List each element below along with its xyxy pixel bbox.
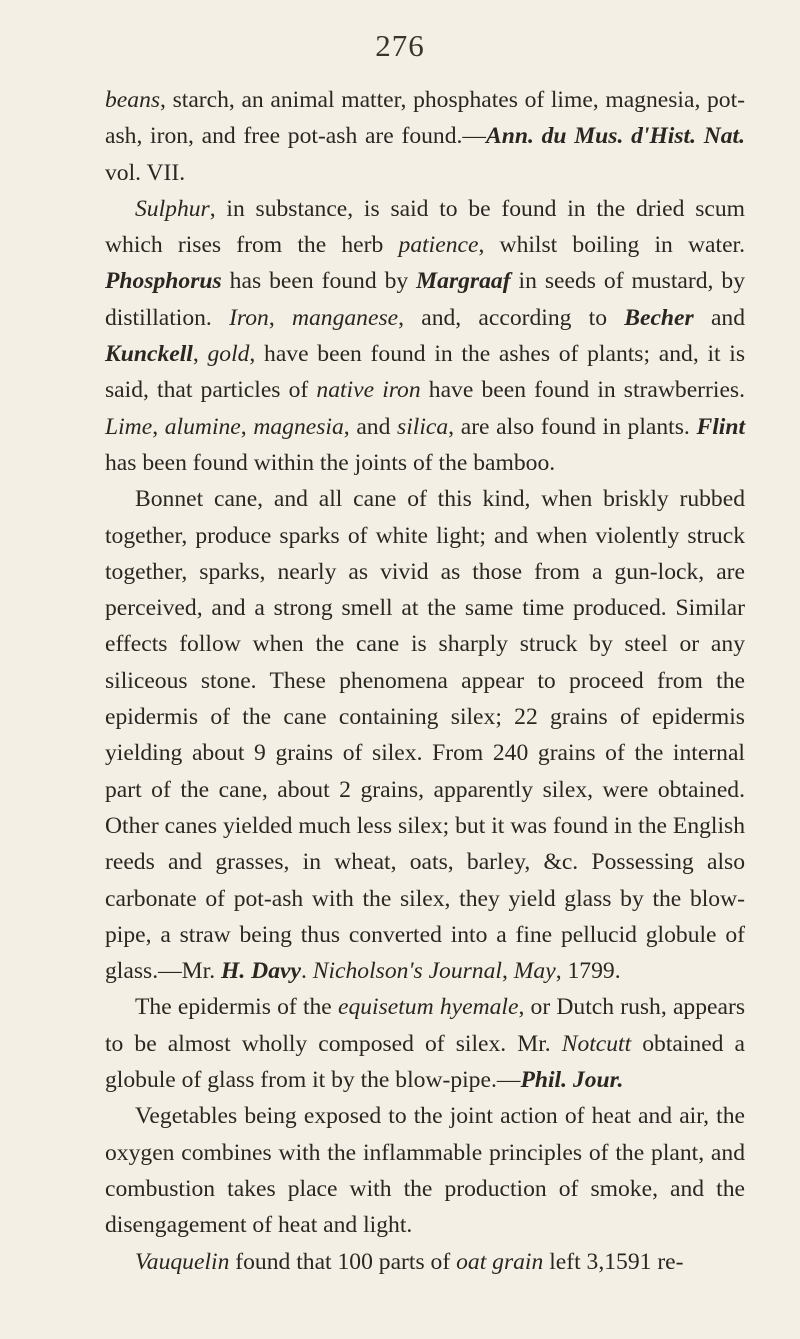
text-span: has been found by (221, 268, 417, 295)
text-span: have been found in strawberries. (420, 377, 745, 404)
text-span: has been found within the joints of the bamboo. (105, 449, 556, 476)
emphasis-span: Phosphorus (105, 268, 222, 295)
emphasis-span: H. Davy (221, 958, 301, 985)
text-span: Vegetables being exposed to the joint action of heat and air, the oxygen combines with the inflammable principles of the plant, and combustion takes place with the production of smoke, and the disengagement of heat and light. (105, 1103, 745, 1239)
emphasis-span: Phil. Jour. (520, 1067, 624, 1094)
paragraph (105, 989, 745, 1098)
emphasis-span: native iron (316, 377, 421, 404)
text-span: vol. VII. (105, 159, 186, 186)
text-span: obtained a globule of glass from it by the blow-pipe.— (105, 1030, 745, 1094)
text-span: in seeds of mustard, by distillation. (105, 268, 745, 331)
text-span: , (240, 413, 254, 440)
paragraph (105, 1098, 745, 1243)
text-span: , are also found in plants. (448, 413, 697, 440)
emphasis-span: Notcutt (561, 1030, 632, 1057)
text-span: found that 100 parts of (229, 1248, 457, 1275)
emphasis-span: Vauquelin (135, 1248, 230, 1275)
text-span: . (300, 958, 313, 985)
text-span: The epidermis of the (135, 994, 338, 1021)
paragraph (105, 1244, 745, 1280)
emphasis-span: Margraaf (416, 268, 511, 295)
paragraph (105, 191, 745, 481)
text-span: left 3,1591 re- (543, 1248, 684, 1275)
page-body (105, 82, 745, 1280)
text-span: , (268, 304, 292, 331)
emphasis-span: Sulphur (135, 195, 210, 222)
paragraph (105, 82, 745, 191)
emphasis-span: May (513, 958, 556, 985)
text-span: , in substance, is said to be found in the dried scum which rises from the herb (105, 195, 745, 259)
emphasis-span: beans (105, 87, 161, 113)
text-span: , (501, 958, 514, 985)
emphasis-span: equisetum hyemale (337, 994, 519, 1021)
emphasis-span: oat grain (456, 1248, 544, 1275)
paragraph (105, 481, 745, 989)
emphasis-span: Iron (229, 304, 269, 331)
text-span: , and, according to (398, 304, 625, 331)
emphasis-span: Ann. du Mus. d'Hist. Nat. (486, 123, 745, 150)
emphasis-span: silica (397, 413, 449, 440)
emphasis-span: Flint (696, 413, 746, 440)
emphasis-span: Becher (624, 304, 694, 331)
text-span: and (693, 304, 746, 331)
text-span: , or Dutch rush, appears to be almost wholly composed of silex. Mr. (105, 994, 745, 1057)
emphasis-span: Nicholson's Journal (312, 958, 502, 985)
text-span: , (152, 413, 165, 440)
emphasis-span: patience (398, 232, 479, 259)
text-span: , starch, an animal matter, phosphates of lime, magnesia, pot-ash, iron, and free pot-ash are found.— (105, 87, 745, 150)
page-number: 276 (375, 28, 425, 63)
text-span: , and (343, 413, 398, 440)
text-span: , whilst boiling in water. (478, 232, 746, 259)
text-span: , 1799. (555, 958, 621, 985)
emphasis-span: alumine (164, 413, 241, 440)
text-span: Bonnet cane, and all cane of this kind, when briskly rubbed together, produce sparks of white light; and when violently struck together, sparks, nearly as vivid as those from a gun-lock, are perceived, and a strong smell at the same time produced. Similar effects follow when the cane is sharply struck by steel or any siliceous stone. These phenomena appear to proceed from the epidermis of the cane containing silex; 22 grains of epidermis yielding about 9 grains of silex. From 240 grains of the internal part of the cane, about 2 grains, apparently silex, were obtained. Other canes yielded much less silex; but it was found in the English reeds and grasses, in wheat, oats, barley, &c. Possessing also carbonate of pot-ash with the silex, they yield glass by the blow-pipe, a straw being thus converted into a fine pellucid globule of glass.—Mr. (105, 486, 745, 985)
text-span: , (192, 341, 208, 368)
emphasis-span: manganese (291, 304, 399, 331)
emphasis-span: Kunckell (105, 341, 193, 368)
emphasis-span: Lime (105, 413, 153, 440)
emphasis-span: gold (207, 341, 250, 368)
text-span: , have been found in the ashes of plants; and, it is said, that particles of (105, 341, 746, 404)
emphasis-span: magnesia (253, 413, 344, 440)
